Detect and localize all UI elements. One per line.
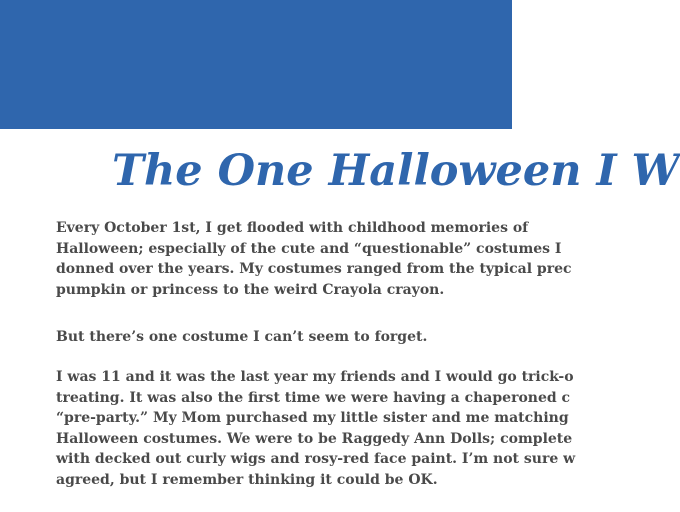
paragraph-line: with decked out curly wigs and rosy-red face paint. I’m not sure w <box>56 451 576 467</box>
paragraph-1 <box>56 218 572 300</box>
paragraph-line: treating. It was also the first time we were having a chaperoned c <box>56 389 571 406</box>
paragraph-2 <box>56 327 427 348</box>
paragraph-line: Halloween; especially of the cute and “questionable” costumes I <box>56 240 562 257</box>
header-banner <box>0 0 512 129</box>
paragraph-line: I was 11 and it was the last year my friends and I would go trick-o <box>56 369 574 385</box>
paragraph-line: pumpkin or princess to the weird Crayola crayon. <box>56 281 445 298</box>
paragraph-3 <box>56 367 575 490</box>
paragraph-line: Every October 1st, I get flooded with childhood memories of <box>56 220 529 236</box>
paragraph-line: agreed, but I remember thinking it could be OK. <box>56 471 438 488</box>
paragraph-line: Halloween costumes. We were to be Raggedy Ann Dolls; complete <box>56 430 573 447</box>
paragraph-line: “pre-party.” My Mom purchased my little sister and me matching <box>56 410 569 426</box>
article-title: The One Halloween I W <box>112 146 680 196</box>
paragraph-line: But there’s one costume I can’t seem to forget. <box>56 329 428 345</box>
paragraph-line: donned over the years. My costumes ranged from the typical prec <box>56 261 572 277</box>
